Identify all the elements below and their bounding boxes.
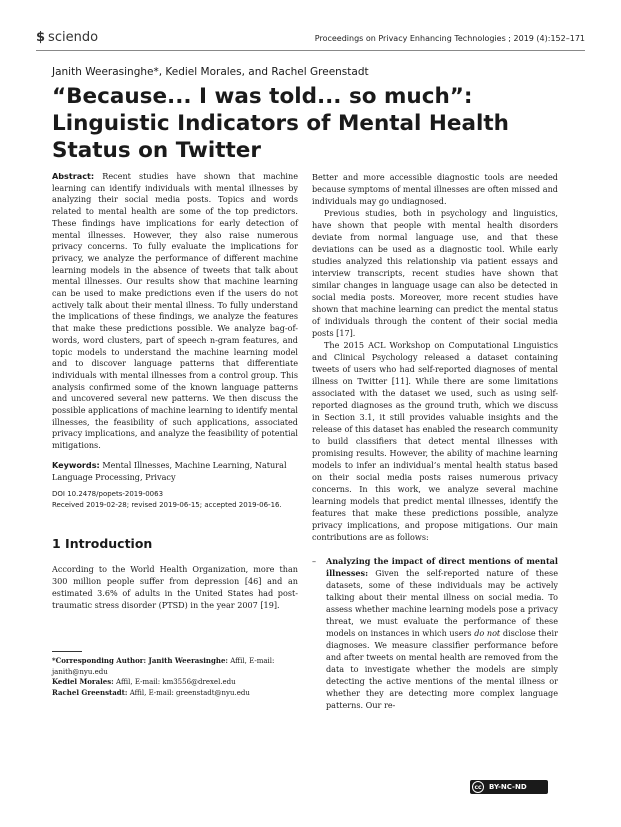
received-dates: Received 2019-02-28; revised 2019-06-15; accepted 2019-06-16. [52, 500, 282, 509]
contribution-item [312, 555, 558, 711]
keywords-text: Mental Illnesses, Machine Learning, Natural Language Processing, Privacy [52, 459, 287, 482]
body-paragraph: Better and more accessible diagnostic tools are needed because symptoms of mental illnesses are often missed and individuals may go undiagnosed. [312, 172, 558, 206]
header-rule [36, 50, 585, 51]
logo-text: sciendo [48, 30, 99, 45]
page-header [36, 30, 585, 48]
abstract-text: Recent studies have shown that machine learning can identify individuals with mental illnesses by analyzing their social media posts. Topics and words related to mental health are some of the top predictors. These findings have implications for early detection of mental illnesses. However, they also raise numerous privacy concerns. To fully evaluate the implications for privacy, we analyze the performance of different machine learning models in the absence of tweets that talk about mental illnesses. Our results show that machine learning can be used to make predictions even if the users do not actively talk about their mental illness. To fully understand the implications of these findings, we analyze the features that make these predictions possible. We analyze bag-of-words, word clusters, part of speech n-gram features, and topic models to understand the machine learning model and to discover language patterns that differentiate individuals with mental illnesses from a control group. This analysis confirmed some of the known language patterns and uncovered several new patterns. We then discuss the possible applications of machine learning to identify mental illnesses, the feasibility of such applications, associated privacy implications, and analyze the feasibility of potential mitigations. [52, 171, 298, 451]
paper-title: “Because... I was told... so much”: Linguistic Indicators of Mental Health Status on Twitter [52, 84, 509, 163]
abstract-label: Abstract: [52, 171, 95, 181]
doi: DOI 10.2478/popets-2019-0063 [52, 490, 164, 499]
publisher-logo [36, 30, 98, 45]
publication-meta [52, 489, 298, 510]
keywords-label: Keywords: [52, 459, 100, 470]
body-paragraph: Previous studies, both in psychology and linguistics, have shown that people with mental health disorders deviate from normal language use, and that these deviations can be used as a diagnostic tool. While early studies analyzed this relationship via patient essays and interview transcripts, recent studies have shown that similar changes in language usage can also be detected in social media posts. Moreover, more recent studies have shown that machine learning can predict the mental status of individuals through the content of their social media posts [17]. [312, 208, 558, 338]
body-paragraph: The 2015 ACL Workshop on Computational Linguistics and Clinical Psychology released a dataset containing tweets of users who had self-reported diagnoses of mental illness on Twitter [11]. While there are some limitations associated with the dataset we used, such as using self-reported diagnoses as the ground truth, which we discuss in Section 3.1, it still provides valuable insights and the release of this dataset has enabled the research community to build classifiers that detect mental illnesses with promising results. However, the ability of machine learning models to infer an individual’s mental health status based on their social media posts raises numerous privacy concerns. In this work, we analyze several machine learning models that predict mental illnesses, identify the features that make these predictions possible, analyze privacy implications, and propose mitigations. Our main contributions are as follows: [312, 340, 558, 542]
section-heading: 1 Introduction [52, 536, 153, 552]
footnote: *Corresponding Author: Janith Weerasinghe: Affil, E-mail: janith@nyu.edu [52, 656, 275, 676]
right-column [312, 171, 558, 711]
keywords [52, 460, 298, 483]
journal-citation: Proceedings on Privacy Enhancing Technologies ; 2019 (4):152–171 [314, 34, 585, 43]
footnote: Kediel Morales: Affil, E-mail: km3556@drexel.edu [52, 677, 236, 687]
creative-commons-icon: cc [472, 781, 484, 793]
intro-paragraph: According to the World Health Organization, more than 300 million people suffer from depression [46] and an estimated 3.6% of adults in the United States had post-traumatic stress disorder (PTSD) in the year 2007 [19]. [52, 564, 298, 611]
contribution-text: Analyzing the impact of direct mentions of mental illnesses: Given the self-reported nature of these datasets, some of these individuals may be actively talking about their mental illness on social media. To assess whether machine learning models pose a privacy threat, we must evaluate the performance of these models on instances in which users do not disclose their diagnoses. We measure classifier performance before and after tweets on mental health are removed from the data to investigate whether the models are simply detecting the active mentions of the mental illness or whether they are detecting more complex language patterns. Our re- [326, 556, 558, 710]
list-dash: – [312, 556, 317, 566]
author-list: Janith Weerasinghe*, Kediel Morales, and Rachel Greenstadt [52, 66, 369, 78]
license-text: BY-NC-ND [489, 783, 527, 791]
footnote-rule [52, 651, 82, 652]
footnotes [52, 656, 298, 698]
left-column [52, 171, 298, 698]
footnote: Rachel Greenstadt: Affil, E-mail: greenstadt@nyu.edu [52, 687, 250, 697]
license-badge[interactable] [470, 780, 548, 794]
sciendo-logo-icon: $ [36, 30, 46, 45]
abstract [52, 171, 298, 452]
